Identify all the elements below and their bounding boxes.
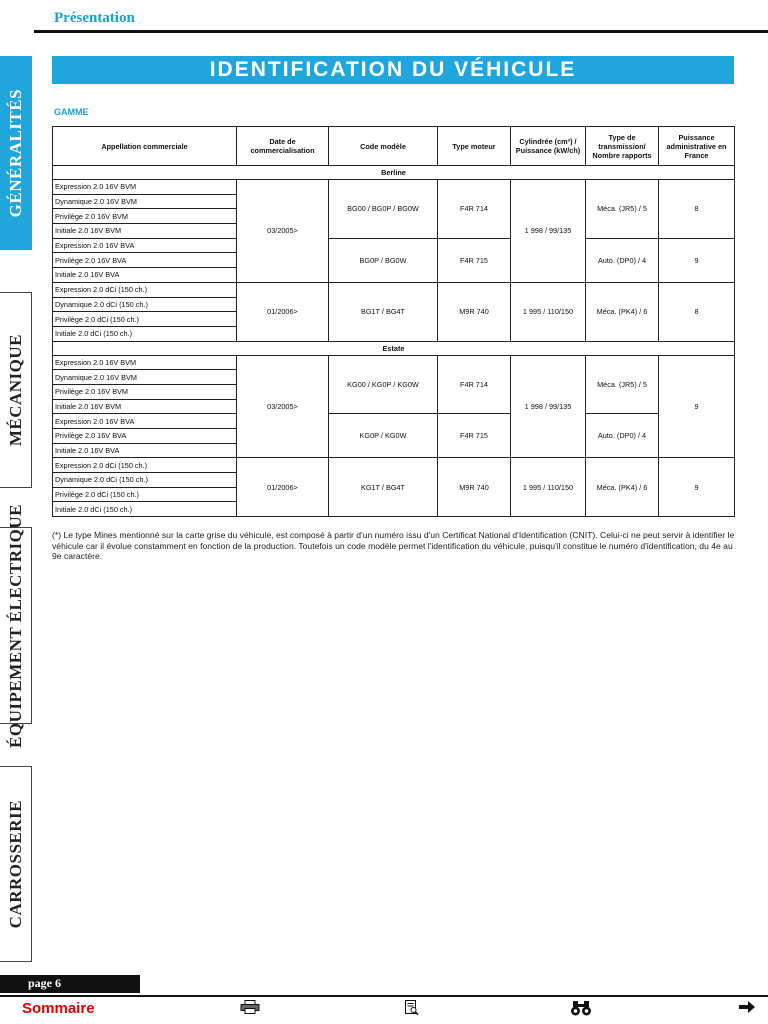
model-cell: Dynamique 2.0 16V BVM [53, 194, 237, 209]
side-tab-generalites[interactable] [0, 56, 32, 250]
date-cell: 01/2006> [237, 282, 329, 341]
admin-power-cell: 9 [659, 458, 735, 517]
side-tab-label: GÉNÉRALITÉS [6, 88, 25, 218]
model-cell: Initiale 2.0 16V BVA [53, 268, 237, 283]
model-cell: Privilège 2.0 16V BVA [53, 253, 237, 268]
model-cell: Dynamique 2.0 dCi (150 ch.) [53, 473, 237, 488]
page-title: IDENTIFICATION DU VÉHICULE [52, 56, 734, 84]
transmission-cell: Méca. (JR5) / 5 [586, 180, 659, 239]
column-header: Type moteur [438, 127, 511, 166]
model-cell: Dynamique 2.0 16V BVM [53, 370, 237, 385]
model-cell: Initiale 2.0 16V BVM [53, 399, 237, 414]
engine-cell: M9R 740 [438, 282, 511, 341]
displacement-cell: 1 998 / 99/135 [511, 180, 586, 283]
admin-power-cell: 9 [659, 355, 735, 458]
model-cell: Privilège 2.0 16V BVA [53, 429, 237, 444]
transmission-cell: Méca. (PK4) / 6 [586, 282, 659, 341]
table-row [53, 282, 735, 297]
column-header: Puissance administrative en France [659, 127, 735, 166]
model-cell: Initiale 2.0 16V BVM [53, 224, 237, 239]
footer-rule [0, 995, 768, 997]
document-search-icon[interactable] [405, 1000, 419, 1020]
code-cell: BG00 / BG0P / BG0W [329, 180, 438, 239]
column-header: Appellation commerciale [53, 127, 237, 166]
header-rule [34, 30, 768, 33]
model-cell: Privilège 2.0 16V BVM [53, 209, 237, 224]
admin-power-cell: 8 [659, 282, 735, 341]
model-cell: Initiale 2.0 dCi (150 ch.) [53, 326, 237, 341]
admin-power-cell: 9 [659, 238, 735, 282]
model-cell: Initiale 2.0 16V BVA [53, 443, 237, 458]
table-row [53, 414, 735, 429]
model-cell: Expression 2.0 16V BVA [53, 414, 237, 429]
model-cell: Privilège 2.0 16V BVM [53, 384, 237, 399]
code-cell: KG0P / KG0W [329, 414, 438, 458]
admin-power-cell: 8 [659, 180, 735, 239]
model-cell: Expression 2.0 dCi (150 ch.) [53, 282, 237, 297]
code-cell: BG0P / BG0W [329, 238, 438, 282]
side-tab-carrosserie[interactable] [0, 766, 32, 962]
displacement-cell: 1 998 / 99/135 [511, 355, 586, 458]
engine-cell: M9R 740 [438, 458, 511, 517]
page-number: page 6 [28, 976, 61, 990]
page-number-bar [0, 975, 140, 993]
displacement-cell: 1 995 / 110/150 [511, 458, 586, 517]
table-row [53, 238, 735, 253]
transmission-cell: Auto. (DP0) / 4 [586, 414, 659, 458]
engine-cell: F4R 714 [438, 180, 511, 239]
transmission-cell: Méca. (PK4) / 6 [586, 458, 659, 517]
column-header: Date de commercialisation [237, 127, 329, 166]
table-header-row [53, 127, 735, 166]
column-header: Code modèle [329, 127, 438, 166]
table-row [53, 458, 735, 473]
column-header: Type de transmission/ Nombre rapports [586, 127, 659, 166]
engine-cell: F4R 714 [438, 355, 511, 414]
printer-icon[interactable] [240, 1000, 260, 1018]
footnote: (*) Le type Mines mentionné sur la carte grise du véhicule, est composé à partir d'un numéro issu d'un Certificat National d'Identification (CNIT). Celui-ci ne peut servir à identifier le véhicule car il évolue constamment en fonction de la production. Toutefois un code modèle permet l'identification du véhicule, puisqu'il constitue le numéro d'identification, du 4e au 9e caractère. [52, 530, 735, 561]
side-tab-label: CARROSSERIE [5, 799, 25, 929]
model-cell: Expression 2.0 16V BVA [53, 238, 237, 253]
date-cell: 03/2005> [237, 180, 329, 283]
displacement-cell: 1 995 / 110/150 [511, 282, 586, 341]
table-row [53, 355, 735, 370]
transmission-cell: Auto. (DP0) / 4 [586, 238, 659, 282]
section-heading: GAMME [54, 107, 89, 117]
side-tab-equipement-electrique[interactable] [0, 503, 32, 748]
model-cell: Dynamique 2.0 dCi (150 ch.) [53, 297, 237, 312]
side-tab-label: MÉCANIQUE [5, 333, 25, 447]
vehicle-range-table [52, 126, 735, 517]
section-row-berline: Berline [53, 166, 735, 180]
engine-cell: F4R 715 [438, 238, 511, 282]
model-cell: Expression 2.0 16V BVM [53, 355, 237, 370]
model-cell: Privilège 2.0 dCi (150 ch.) [53, 312, 237, 327]
header-title: Présentation [54, 10, 135, 26]
binoculars-icon[interactable] [570, 1000, 592, 1020]
sommaire-link[interactable]: Sommaire [22, 1000, 95, 1017]
side-tab-mecanique[interactable] [0, 292, 32, 488]
arrow-right-icon[interactable] [738, 1000, 756, 1018]
side-tab-label: ÉQUIPEMENT ÉLECTRIQUE [5, 503, 25, 748]
model-cell: Expression 2.0 dCi (150 ch.) [53, 458, 237, 473]
section-row-estate: Estate [53, 341, 735, 355]
transmission-cell: Méca. (JR5) / 5 [586, 355, 659, 414]
model-cell: Privilège 2.0 dCi (150 ch.) [53, 487, 237, 502]
table-row [53, 180, 735, 195]
engine-cell: F4R 715 [438, 414, 511, 458]
model-cell: Expression 2.0 16V BVM [53, 180, 237, 195]
code-cell: BG1T / BG4T [329, 282, 438, 341]
date-cell: 03/2005> [237, 355, 329, 458]
code-cell: KG00 / KG0P / KG0W [329, 355, 438, 414]
code-cell: KG1T / BG4T [329, 458, 438, 517]
date-cell: 01/2006> [237, 458, 329, 517]
column-header: Cylindrée (cm³) / Puissance (kW/ch) [511, 127, 586, 166]
model-cell: Initiale 2.0 dCi (150 ch.) [53, 502, 237, 517]
